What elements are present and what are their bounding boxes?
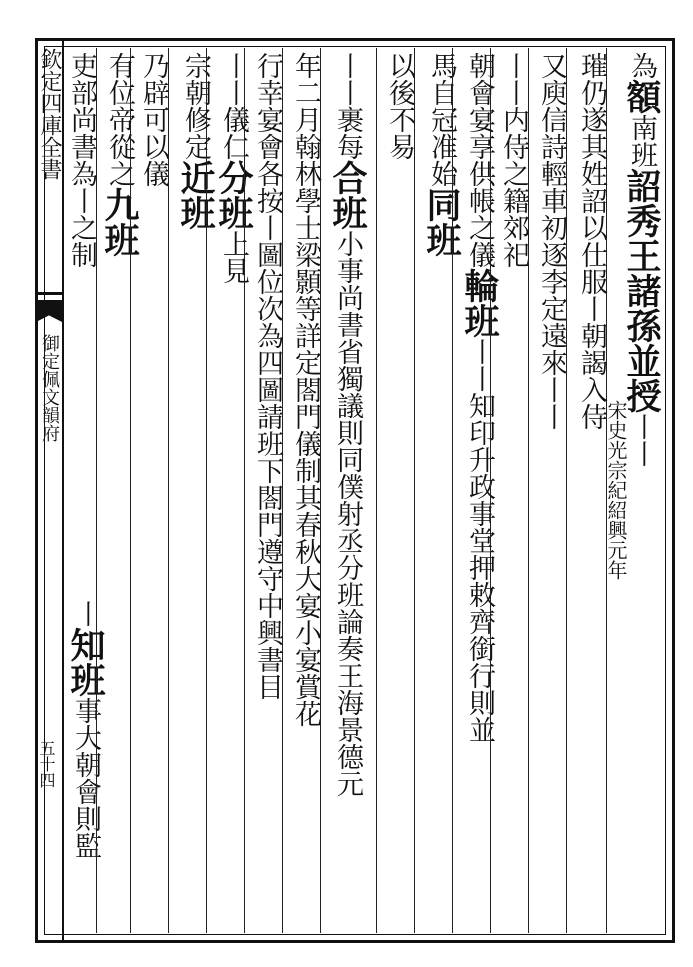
fish-tail-rule [36, 292, 62, 295]
text-run: 知印升政事堂押敕齊銜行則並 [464, 392, 495, 743]
text-run: 丨 [498, 52, 529, 79]
text-run: 丨 [464, 338, 495, 365]
text-run: 丨 [576, 295, 607, 322]
headword: 輪班 [459, 268, 500, 338]
text-run: 朝會宴享供帳之儀 [464, 52, 495, 268]
text-column-12 [175, 52, 216, 230]
text-run: 内侍之籍郊祀 [498, 106, 529, 268]
text-run: 丨 [464, 365, 495, 392]
column-rule [606, 48, 607, 933]
annotation-01: 宋史光宗紀紹興元年 [604, 400, 628, 580]
text-run: 為 [626, 52, 657, 79]
text-run: 行幸宴會各按 [252, 52, 283, 214]
text-run: 丨 [252, 214, 283, 241]
headword: 額 [621, 79, 662, 114]
column-rule [168, 48, 169, 933]
text-column-04 [500, 52, 527, 268]
column-rule [490, 48, 491, 933]
headword: 詔秀王諸孫並授 [621, 168, 662, 413]
headword: 合班 [327, 160, 368, 230]
text-column-14 [99, 52, 140, 257]
text-run: 丨 [536, 403, 567, 430]
column-rule [452, 48, 453, 933]
text-column-01 [621, 52, 662, 467]
text-column-02 [578, 52, 605, 430]
text-run: 璀仍遂其姓詔以仕服 [576, 52, 607, 295]
margin-book-title: 欽定四庫全書 [37, 48, 62, 180]
text-run: 裹每 [332, 106, 363, 160]
text-run: 乃辟可以儀 [138, 52, 169, 187]
text-column-05 [459, 52, 500, 743]
text-run: 以後不易 [384, 52, 415, 160]
margin-page-number: 五十四 [37, 740, 56, 788]
headword: 分班 [213, 160, 254, 230]
text-column-03 [538, 52, 565, 430]
text-run: 丨 [498, 79, 529, 106]
headword: 近班 [175, 160, 216, 230]
text-run: 丨 [626, 413, 657, 440]
text-run: 丨 [332, 79, 363, 106]
column-rule [96, 48, 97, 933]
text-run: 宗朝修定 [180, 52, 211, 160]
text-column-06 [421, 52, 462, 257]
text-run: 事大朝會則監 [70, 697, 101, 859]
column-rule [414, 48, 415, 933]
text-run: 圖位次為四圖請班下閤門遵守中興書目 [252, 241, 283, 700]
text-column-08 [327, 52, 368, 797]
text-run: 朝謁入侍 [576, 322, 607, 430]
column-rule [528, 48, 529, 933]
text-run: 有位帝從之 [104, 52, 135, 187]
column-rule [130, 48, 131, 933]
column-rule [566, 48, 567, 933]
text-run: 丨 [536, 376, 567, 403]
text-run: 南班 [626, 114, 657, 168]
text-run: 又庾信詩輕車初逐李定遠來 [536, 52, 567, 376]
column-rule [376, 48, 377, 933]
text-column-07 [386, 52, 413, 160]
text-run: 馬自冠准始 [426, 52, 457, 187]
text-run: 丨 [332, 52, 363, 79]
text-run: 之制 [66, 214, 97, 268]
column-rule [206, 48, 207, 933]
headword: 九班 [99, 187, 140, 257]
headword: 同班 [421, 187, 462, 257]
text-run: 上見 [218, 230, 249, 284]
text-column-13 [140, 52, 167, 187]
text-column-10 [254, 52, 281, 700]
text-run: 丨 [70, 600, 101, 627]
column-rule [244, 48, 245, 933]
margin-book-name: 御定佩文韻府 [39, 334, 60, 442]
text-column-11 [213, 52, 254, 284]
text-run: 吏部尚書為 [66, 52, 97, 187]
gutter-rule [62, 38, 64, 943]
text-run: 丨 [66, 187, 97, 214]
column-rule [320, 48, 321, 933]
text-run: 年二月翰林學士梁顥等詳定閤門儀制其春秋大宴小宴賞花 [290, 52, 321, 727]
text-run: 丨 [218, 79, 249, 106]
text-run: 小事尚書省獨議則同僕射丞分班論奏王海景德元 [332, 230, 363, 797]
text-run: 儀仁 [218, 106, 249, 160]
text-run: 丨 [626, 440, 657, 467]
text-run: 丨 [218, 52, 249, 79]
text-column-15 [68, 52, 95, 268]
column-rule [282, 48, 283, 933]
headword: 知班 [65, 627, 106, 697]
